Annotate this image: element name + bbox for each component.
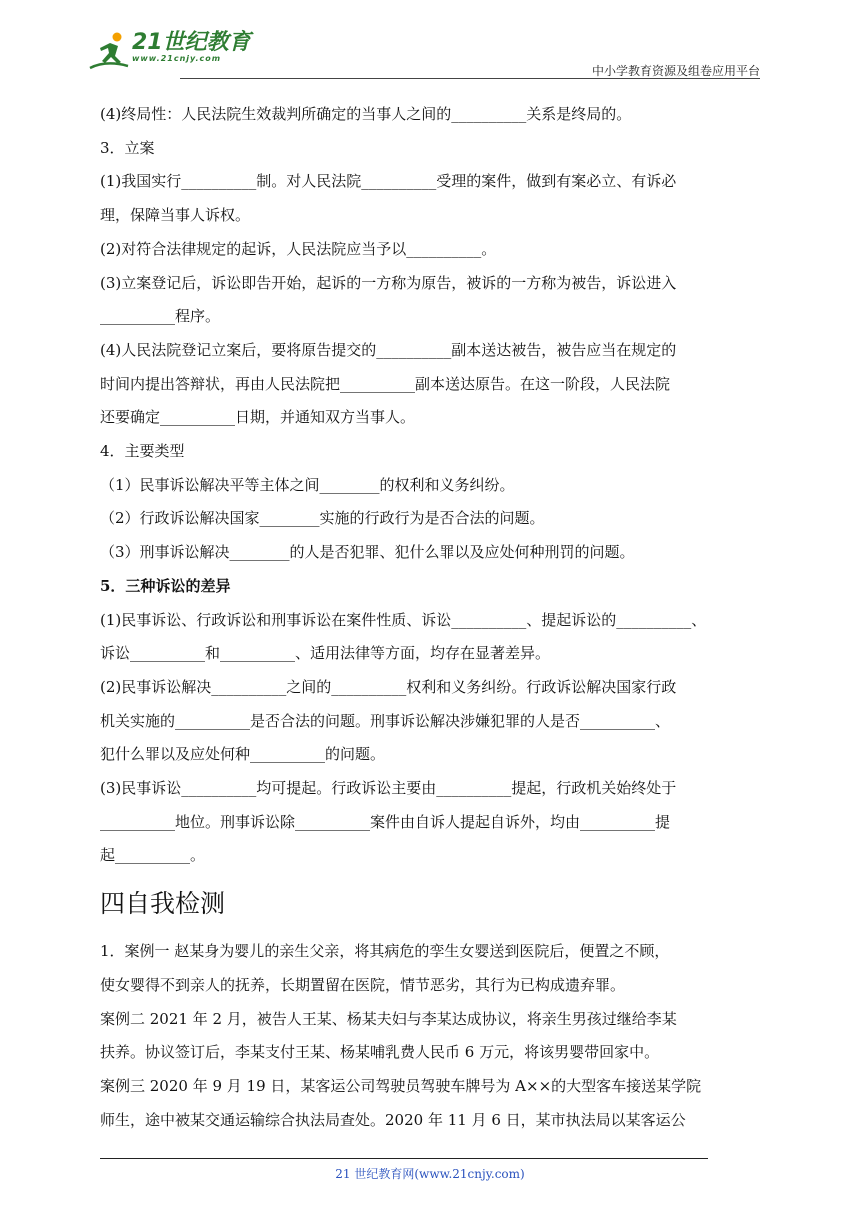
text-line: 扶养。协议签订后，李某支付王某、杨某哺乳费人民币 6 万元，将该男婴带回家中。 bbox=[100, 1043, 660, 1062]
self-check-section bbox=[100, 935, 764, 1137]
text-line: 1．案例一 赵某身为婴儿的亲生父亲，将其病危的孪生女婴送到医院后，便置之不顾， bbox=[100, 942, 670, 961]
text-line: 4．主要类型 bbox=[100, 442, 185, 461]
review-section bbox=[100, 98, 764, 873]
text-line: 诉讼__________和__________、适用法律等方面，均存在显著差异。 bbox=[100, 644, 551, 663]
text-line: (3)民事诉讼__________均可提起。行政诉讼主要由__________提起，行政机关始终处于 bbox=[100, 779, 677, 798]
text-line: 案例三 2020 年 9 月 19 日，某客运公司驾驶员驾驶车牌号为 A××的大型客车接送某学院 bbox=[100, 1076, 702, 1095]
text-line: (4)人民法院登记立案后，要将原告提交的__________副本送达被告，被告应当在规定的 bbox=[100, 340, 677, 359]
text-line: （1）民事诉讼解决平等主体之间________的权利和义务纠纷。 bbox=[100, 475, 515, 494]
text-line: 理，保障当事人诉权。 bbox=[100, 206, 251, 225]
text-line: 时间内提出答辩状，再由人民法院把__________副本送达原告。在这一阶段，人民法院 bbox=[100, 374, 671, 393]
text-line: 师生，途中被某交通运输综合执法局查处。2020 年 11 月 6 日，某市执法局以某客运公 bbox=[100, 1110, 686, 1129]
page-header bbox=[88, 30, 760, 78]
site-logo bbox=[88, 30, 251, 76]
text-line: (4)终局性：人民法院生效裁判所确定的当事人之间的__________关系是终局的。 bbox=[100, 105, 632, 123]
text-line: （3）刑事诉讼解决________的人是否犯罪、犯什么罪以及应处何种刑罚的问题。 bbox=[100, 543, 635, 562]
text-line: 使女婴得不到亲人的抚养，长期置留在医院，情节恶劣，其行为已构成遗弃罪。 bbox=[100, 975, 626, 994]
logo-main-text: 21世纪教育 bbox=[132, 30, 251, 55]
text-line: (3)立案登记后，诉讼即告开始，起诉的一方称为原告，被诉的一方称为被告，诉讼进入 bbox=[100, 273, 677, 292]
header-divider bbox=[180, 78, 760, 79]
section-heading: 四自我检测 bbox=[100, 889, 226, 919]
text-line: 案例二 2021 年 2 月，被告人王某、杨某夫妇与李某达成协议，将亲生男孩过继给李某 bbox=[100, 1009, 677, 1028]
text-line: 还要确定__________日期，并通知双方当事人。 bbox=[100, 408, 416, 427]
text-line: (1)民事诉讼、行政诉讼和刑事诉讼在案件性质、诉讼__________、提起诉讼的__________、 bbox=[100, 610, 707, 629]
text-line: 起__________。 bbox=[100, 846, 206, 865]
text-line: (1)我国实行__________制。对人民法院__________受理的案件，做到有案必立、有诉必 bbox=[100, 172, 677, 191]
runner-logo-icon bbox=[88, 30, 130, 74]
footer-divider bbox=[100, 1158, 708, 1159]
text-line: (2)对符合法律规定的起诉，人民法院应当予以__________。 bbox=[100, 239, 497, 258]
footer-text: 21 世纪教育网(www.21cnjy.com) bbox=[335, 1167, 525, 1181]
text-line: __________程序。 bbox=[100, 307, 221, 326]
text-line: 机关实施的__________是否合法的问题。刑事诉讼解决涉嫌犯罪的人是否__________、 bbox=[100, 711, 671, 730]
document-body bbox=[100, 98, 764, 1137]
text-line: 5．三种诉讼的差异 bbox=[100, 576, 231, 595]
logo-url-text: www.21cnjy.com bbox=[132, 54, 222, 63]
text-line: (2)民事诉讼解决__________之间的__________权利和义务纠纷。行政诉讼解决国家行政 bbox=[100, 677, 677, 696]
platform-label: 中小学教育资源及组卷应用平台 bbox=[591, 64, 760, 78]
text-line: 3．立案 bbox=[100, 138, 155, 157]
text-line: __________地位。刑事诉讼除__________案件由自诉人提起自诉外，均由__________提 bbox=[100, 812, 671, 831]
text-line: 犯什么罪以及应处何种__________的问题。 bbox=[100, 745, 386, 764]
text-line: （2）行政诉讼解决国家________实施的行政行为是否合法的问题。 bbox=[100, 509, 545, 528]
